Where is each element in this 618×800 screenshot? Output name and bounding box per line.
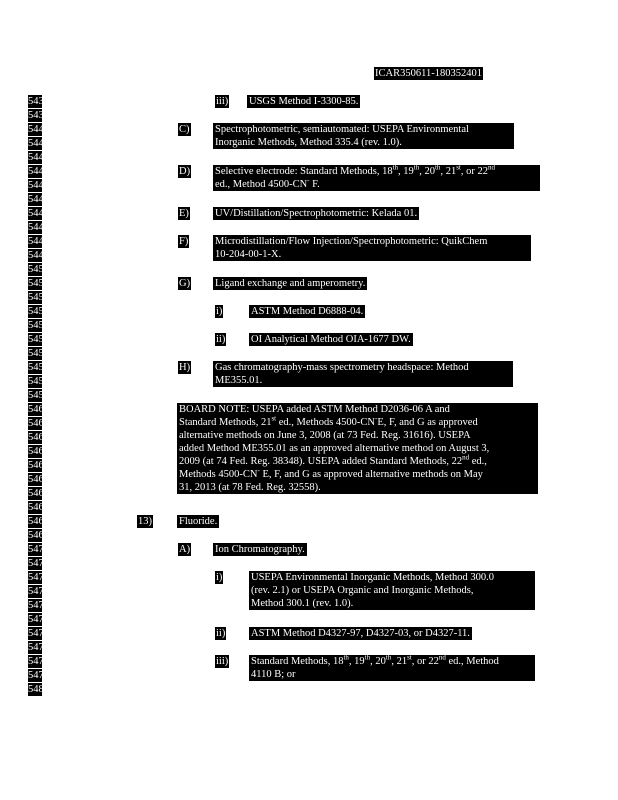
text-line: ASTM Method D6888-04. [251, 306, 364, 317]
line-number: 5460 [28, 404, 49, 415]
item-text [249, 655, 535, 681]
line-number: 5446 [28, 208, 49, 219]
line-number: 5452 [28, 292, 49, 303]
line-number: 5474 [28, 600, 49, 611]
text-line: ASTM Method D4327-97, D4327-03, or D4327-11. [251, 628, 470, 639]
text-line: alternative methods on June 3, 2008 (at 73 Fed. Reg. 31616). USEPA [179, 430, 471, 441]
document-header: ICAR350611-180352401 [375, 68, 482, 79]
item-label: F) [179, 236, 189, 247]
line-number: 5477 [28, 642, 49, 653]
item-text [213, 165, 540, 191]
line-number: 5451 [28, 278, 49, 289]
line-number: 5470 [28, 544, 49, 555]
text-line: UV/Distillation/Spectrophotometric: Kelada 01. [215, 208, 418, 219]
line-number: 5459 [28, 390, 49, 401]
line-number: 5441 [28, 138, 49, 149]
text-line: ME355.01. [215, 375, 263, 386]
line-number: 5468 [28, 516, 49, 527]
item-text [249, 305, 365, 318]
item-text [213, 543, 307, 556]
line-number: 5464 [28, 460, 49, 471]
line-number: 5462 [28, 432, 49, 443]
text-line: BOARD NOTE: USEPA added ASTM Method D2036-06 A and [179, 404, 450, 415]
text-line: Standard Methods, 21st ed., Methods 4500-CN-E, F, and G as approved [179, 414, 478, 428]
text-line: 4110 B; or [251, 669, 296, 680]
item-label: 13) [138, 516, 152, 527]
item-text [213, 207, 419, 220]
item-text [249, 333, 413, 346]
line-number: 5458 [28, 376, 49, 387]
line-number: 5473 [28, 586, 49, 597]
line-number: 5465 [28, 474, 49, 485]
line-number: 5444 [28, 180, 49, 191]
item-label: iii) [216, 656, 229, 667]
line-number: 5440 [28, 124, 49, 135]
line-number: 5449 [28, 250, 49, 261]
text-line: 10-204-00-1-X. [215, 249, 282, 260]
item-label: D) [179, 166, 191, 177]
line-number: 5461 [28, 418, 49, 429]
line-number: 5472 [28, 572, 49, 583]
line-number: 5454 [28, 320, 49, 331]
line-number: 5453 [28, 306, 49, 317]
text-line: USGS Method I-3300-85. [249, 96, 359, 107]
line-number: 5475 [28, 614, 49, 625]
line-number: 5466 [28, 488, 49, 499]
text-line: added Method ME355.01 as an approved alternative method on August 3, [179, 443, 490, 454]
text-line: Fluoride. [179, 516, 218, 527]
line-number: 5443 [28, 166, 49, 177]
item-label: ii) [216, 628, 226, 639]
line-number: 5479 [28, 670, 49, 681]
line-number: 5442 [28, 152, 49, 163]
item-text [213, 235, 531, 261]
item-label: A) [179, 544, 191, 555]
text-line: Inorganic Methods, Method 335.4 (rev. 1.0). [215, 137, 402, 148]
item-text [247, 95, 360, 108]
line-number: 5478 [28, 656, 49, 667]
line-number: 5471 [28, 558, 49, 569]
item-text [213, 361, 513, 387]
line-number: 5438 [28, 96, 49, 107]
item-text [213, 277, 367, 290]
text-line: OI Analytical Method OIA-1677 DW. [251, 334, 411, 345]
text-line: Gas chromatography-mass spectrometry headspace: Method [215, 362, 469, 373]
line-number: 5480 [28, 684, 49, 695]
item-label: i) [216, 572, 223, 583]
text-line: 2009 (at 74 Fed. Reg. 38348). USEPA added Standard Methods, 22nd ed., [179, 453, 487, 467]
text-line: Microdistillation/Flow Injection/Spectrophotometric: QuikChem [215, 236, 488, 247]
item-label: i) [216, 306, 223, 317]
item-label: E) [179, 208, 189, 219]
text-line: Ion Chromatography. [215, 544, 305, 555]
item-label: H) [179, 362, 191, 373]
text-line: Methods 4500-CN- E, F, and G as approved alternative methods on May [179, 466, 483, 480]
text-line: Standard Methods, 18th, 19th, 20th, 21st, or 22nd ed., Method [251, 653, 499, 667]
line-number: 5439 [28, 110, 49, 121]
line-number: 5463 [28, 446, 49, 457]
item-text [177, 515, 219, 528]
line-number: 5450 [28, 264, 49, 275]
line-number: 5445 [28, 194, 49, 205]
text-line: Spectrophotometric, semiautomated: USEPA Environmental [215, 124, 469, 135]
text-line: 31, 2013 (at 78 Fed. Reg. 32558). [179, 482, 321, 493]
line-number: 5447 [28, 222, 49, 233]
line-number: 5457 [28, 362, 49, 373]
line-number: 5469 [28, 530, 49, 541]
text-line: Selective electrode: Standard Methods, 18th, 19th, 20th, 21st, or 22nd [215, 163, 495, 177]
line-number: 5448 [28, 236, 49, 247]
text-line: (rev. 2.1) or USEPA Organic and Inorganic Methods, [251, 585, 474, 596]
line-number: 5476 [28, 628, 49, 639]
text-line: Method 300.1 (rev. 1.0). [251, 598, 354, 609]
item-label: C) [179, 124, 190, 135]
item-label: ii) [216, 334, 226, 345]
text-line: Ligand exchange and amperometry. [215, 278, 366, 289]
board-note [177, 403, 538, 494]
text-line: USEPA Environmental Inorganic Methods, Method 300.0 [251, 572, 494, 583]
item-label: G) [179, 278, 191, 289]
line-number: 5455 [28, 334, 49, 345]
item-label: iii) [216, 96, 229, 107]
text-line: ed., Method 4500-CN- F. [215, 176, 320, 190]
item-text [213, 123, 514, 149]
item-text [249, 571, 535, 610]
line-number: 5456 [28, 348, 49, 359]
item-text [249, 627, 472, 640]
line-number: 5467 [28, 502, 49, 513]
